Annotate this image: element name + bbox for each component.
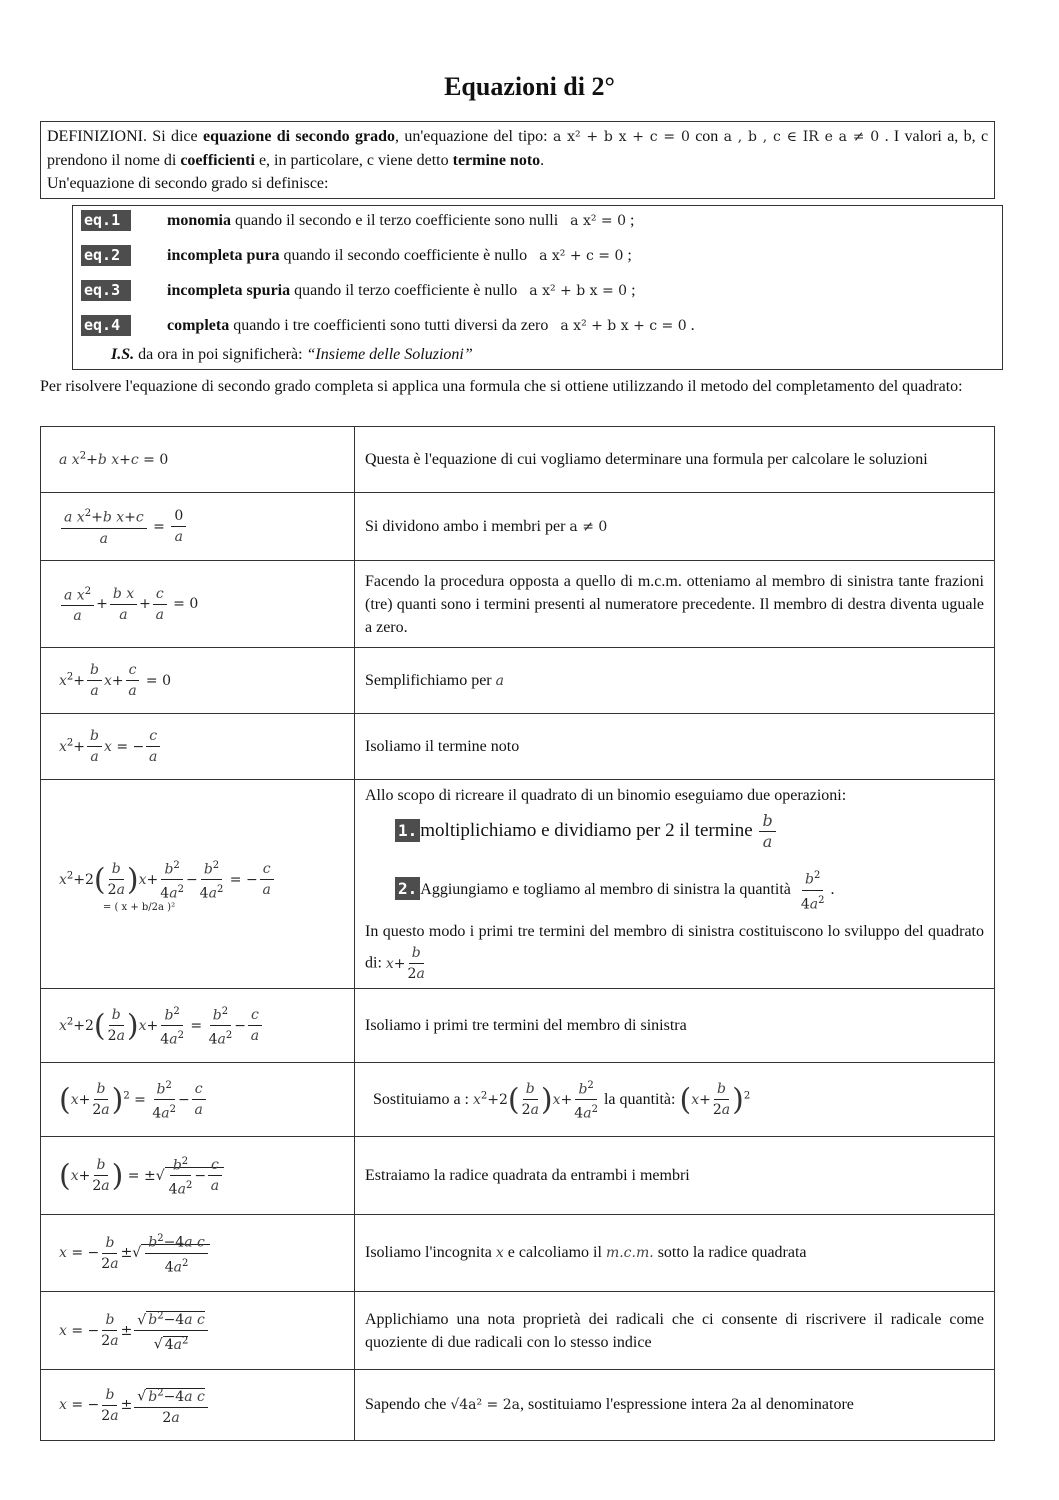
type-desc: quando il secondo coefficiente è nullo bbox=[283, 247, 528, 264]
tag-eq4: eq.4 bbox=[81, 315, 131, 336]
step-math: (x+ $\frac{b}{2a}$ )$^2$ = $\frac{b^2}{4a^2}$ − $\frac{c}{a}$ bbox=[41, 1063, 355, 1137]
step-desc: Questa è l'equazione di cui vogliamo determinare una formula per calcolare le soluzioni bbox=[355, 427, 995, 493]
tag-eq1: eq.1 bbox=[81, 210, 131, 231]
step-math: $x^2+$ $\frac{b}{a}$ x+ $\frac{c}{a}$ = 0 bbox=[41, 648, 355, 714]
step-desc: Isoliamo il termine noto bbox=[355, 714, 995, 780]
type-row bbox=[81, 245, 632, 267]
step-desc bbox=[355, 1215, 995, 1292]
step-math: x = − $\frac{b}{2a}$ ± $\frac{√ b^2-4a c}{2a}$ bbox=[41, 1370, 355, 1441]
definition-con: con bbox=[695, 128, 719, 145]
bullet-1-text: moltiplichiamo e dividiamo per 2 il termine bbox=[420, 819, 753, 841]
type-name: completa bbox=[167, 317, 230, 334]
definition-particolare: e, in particolare, c viene detto bbox=[258, 152, 449, 169]
step-math: $x^2+$ $\frac{b}{a}$ x = − $\frac{c}{a}$ bbox=[41, 714, 355, 780]
bullet-2-text: Aggiungiamo e togliamo al membro di sinistra la quantità bbox=[420, 880, 791, 898]
definition-termine-noto: termine noto bbox=[452, 152, 541, 169]
definition-intro: DEFINIZIONI. Si dice bbox=[47, 128, 198, 145]
type-formula: a x² + b x + c = 0 bbox=[560, 318, 687, 334]
table-row bbox=[41, 427, 995, 493]
is-text: da ora in poi significherà: bbox=[138, 346, 303, 363]
step-desc: Applichiamo una nota proprietà dei radicali che ci consente di riscrivere il radicale come quoziente di due radicali con lo stesso indice bbox=[355, 1292, 995, 1370]
steps-table bbox=[40, 426, 995, 1441]
page-title: Equazioni di 2° bbox=[444, 72, 615, 101]
type-desc: quando i tre coefficienti sono tutti diversi da zero bbox=[233, 317, 549, 334]
step-desc: Sostituiamo a : $x^2+2$( $\frac{b}{2a}$ )x+ $\frac{b^2}{4a^2}$ la quantità: (x+ $\frac{b}{2a}$ )$^2$ bbox=[355, 1063, 995, 1137]
table-row bbox=[41, 714, 995, 780]
step-desc bbox=[355, 648, 995, 714]
type-desc: quando il secondo e il terzo coefficiente sono nulli bbox=[235, 212, 559, 229]
definition-mid: , un'equazione del tipo: bbox=[395, 128, 548, 145]
definition-ending: . bbox=[540, 152, 545, 169]
step-desc-intro: Allo scopo di ricreare il quadrato di un binomio eseguiamo due operazioni: bbox=[365, 787, 847, 804]
step-desc bbox=[355, 1370, 995, 1441]
type-end: . bbox=[690, 317, 695, 334]
definition-term: equazione di secondo grado bbox=[202, 128, 395, 145]
step-math: $x^2+2$( $\frac{b}{2a}$ )x+ $\frac{b^2}{4a^2}$ − $\frac{b^2}{4a^2}$ = − $\frac{c}{a}$ = ( x + b/2a )² bbox=[41, 780, 355, 989]
definition-coeff: coefficienti bbox=[180, 152, 255, 169]
step-math: $\frac{a x^2}{a}$ + $\frac{\text{b x}}{a}$ + $\frac{c}{a}$ = 0 bbox=[41, 561, 355, 648]
step-desc-b: la quantità: bbox=[603, 1090, 676, 1108]
definition-last-line: Un'equazione di secondo grado si definisce: bbox=[47, 175, 329, 192]
table-row bbox=[41, 493, 995, 561]
step-var: x bbox=[495, 1245, 504, 1262]
step-desc-b: e calcoliamo il bbox=[507, 1244, 602, 1262]
step-desc-a: Sapendo che bbox=[365, 1396, 447, 1414]
underbrace-note: = ( x + b/2a )² bbox=[102, 901, 176, 913]
intro-paragraph: Per risolvere l'equazione di secondo grado completa si applica una formula che si ottiene utilizzando il metodo del completamento del quadrato: bbox=[40, 378, 963, 395]
step-math: x = − $\frac{b}{2a}$ ±√ $\frac{b^2-4a c}{4a^2}$ bbox=[41, 1215, 355, 1292]
step-math: x = − $\frac{b}{2a}$ ± $\frac{√ b^2-4a c}{√ 4a^2}$ bbox=[41, 1292, 355, 1370]
type-formula: a x² + c = 0 bbox=[539, 248, 624, 264]
table-row bbox=[41, 1292, 995, 1370]
is-quote: “Insieme delle Soluzioni” bbox=[306, 346, 473, 363]
step-math: a $x^2+b$ x+c = 0 bbox=[41, 427, 355, 493]
type-name: monomia bbox=[167, 212, 231, 229]
type-end: ; bbox=[627, 247, 632, 264]
table-row bbox=[41, 1063, 995, 1137]
step-desc bbox=[355, 493, 995, 561]
type-name: incompleta pura bbox=[167, 247, 280, 264]
step-desc-b: , sostituiamo l'espressione intera 2a al denominatore bbox=[519, 1396, 854, 1414]
step-desc-a: Isoliamo l'incognita bbox=[365, 1244, 492, 1262]
step-cond: a ≠ 0 bbox=[569, 518, 608, 535]
type-row bbox=[81, 315, 695, 337]
tag-eq2: eq.2 bbox=[81, 245, 131, 266]
type-row bbox=[81, 280, 636, 302]
equation-types-box bbox=[72, 205, 1003, 370]
type-end: ; bbox=[631, 282, 636, 299]
table-row bbox=[41, 1370, 995, 1441]
step-desc: Isoliamo i primi tre termini del membro di sinistra bbox=[355, 989, 995, 1063]
table-row bbox=[41, 561, 995, 648]
step-var: a bbox=[495, 672, 504, 689]
type-formula: a x² + b x = 0 bbox=[529, 283, 628, 299]
step-math: $\frac{a x^2+b x+c}{a}$ = $\frac{0}{a}$ bbox=[41, 493, 355, 561]
step-desc: Allo scopo di ricreare il quadrato di un binomio eseguiamo due operazioni: 1. moltiplichiamo e dividiamo per 2 il termine $\frac{b}{a}$ 2. Aggiungiamo e togliamo al membro di sinistra la quantità $\frac{b^2}{4a^2}$ . In questo modo i primi tre termini del membro di sinistra costituiscono lo sviluppo del quadrato di: x+ $\frac{b}{2a}$ bbox=[355, 780, 995, 989]
definition-box bbox=[40, 121, 995, 199]
table-row bbox=[41, 1137, 995, 1215]
is-abbr: I.S. bbox=[111, 346, 135, 363]
tag-eq3: eq.3 bbox=[81, 280, 131, 301]
type-formula: a x² = 0 bbox=[570, 213, 627, 229]
step-desc-a: Sostituiamo a : bbox=[373, 1090, 469, 1108]
type-desc: quando il terzo coefficiente è nullo bbox=[294, 282, 518, 299]
step-desc-c: sotto la radice quadrata bbox=[657, 1244, 807, 1262]
type-row bbox=[81, 210, 635, 232]
step-math: $x^2+2$( $\frac{b}{2a}$ )x+ $\frac{b^2}{4a^2}$ = $\frac{b^2}{4a^2}$ − $\frac{c}{a}$ bbox=[41, 989, 355, 1063]
general-form: a x² + b x + c = 0 bbox=[552, 129, 690, 145]
step-desc: Facendo la procedura opposta a quello di m.c.m. otteniamo al membro di sinistra tante frazioni (tre) quanti sono i termini presenti al numeratore precedente. Il membro di destra diventa uguale a zero. bbox=[355, 561, 995, 648]
step-eq: √4a² = 2a bbox=[450, 1397, 520, 1414]
step-mcm: m.c.m. bbox=[605, 1245, 654, 1262]
table-row bbox=[41, 648, 995, 714]
bullet-2: 2. bbox=[395, 877, 420, 900]
is-note bbox=[111, 346, 473, 364]
table-row bbox=[41, 1215, 995, 1292]
step-desc-text: Si dividono ambo i membri per bbox=[365, 517, 566, 535]
type-end: ; bbox=[630, 212, 635, 229]
coefficient-conditions: a , b , c ∈ IR e a ≠ 0 bbox=[723, 129, 880, 145]
bullet-1: 1. bbox=[395, 819, 420, 842]
table-row bbox=[41, 989, 995, 1063]
type-name: incompleta spuria bbox=[167, 282, 291, 299]
step-desc: Estraiamo la radice quadrata da entrambi i membri bbox=[355, 1137, 995, 1215]
step-desc-end: In questo modo i primi tre termini del membro di sinistra costituiscono lo sviluppo del quadrato di: bbox=[365, 923, 984, 972]
definition-values: . I valori a, b, c prendono il nome di bbox=[47, 128, 989, 169]
table-row bbox=[41, 780, 995, 989]
step-desc-text: Semplifichiamo per bbox=[365, 671, 492, 689]
step-math: (x+ $\frac{b}{2a}$ ) = ±√ $\frac{b^2}{4a^2}$ − $\frac{c}{a}$ bbox=[41, 1137, 355, 1215]
